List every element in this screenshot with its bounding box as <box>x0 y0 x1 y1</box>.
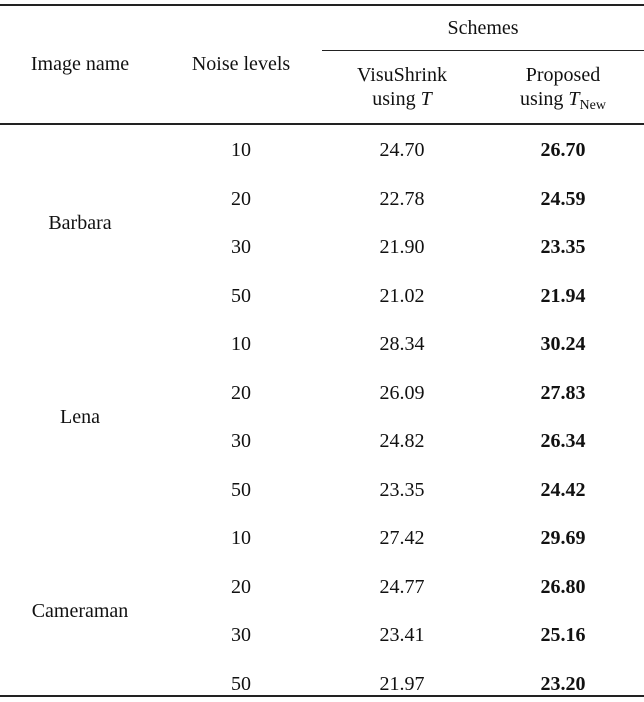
visushrink-value-cell: 28.34 <box>379 333 425 355</box>
visushrink-value-cell: 23.35 <box>379 479 425 501</box>
proposed-value-cell: 27.83 <box>540 382 586 404</box>
noise-level-cell: 10 <box>231 333 251 355</box>
header-proposed <box>482 63 644 118</box>
visushrink-value-cell: 24.82 <box>379 430 425 452</box>
header-image-name: Image name <box>30 53 130 75</box>
noise-level-cell: 50 <box>231 673 251 695</box>
table-top-rule <box>0 4 644 6</box>
proposed-value-cell: 29.69 <box>540 527 586 549</box>
noise-level-cell: 20 <box>231 188 251 210</box>
noise-level-cell: 20 <box>231 576 251 598</box>
header-proposed-line1: Proposed <box>525 64 601 86</box>
proposed-value-cell: 24.59 <box>540 188 586 210</box>
noise-level-cell: 30 <box>231 236 251 258</box>
visushrink-value-cell: 22.78 <box>379 188 425 210</box>
threshold-symbol-t: T <box>420 88 432 110</box>
visushrink-value-cell: 24.70 <box>379 139 425 161</box>
visushrink-value-cell: 26.09 <box>379 382 425 404</box>
noise-level-cell: 10 <box>231 139 251 161</box>
threshold-subscript-new: New <box>579 98 606 113</box>
visushrink-value-cell: 21.90 <box>379 236 425 258</box>
proposed-value-cell: 21.94 <box>540 285 586 307</box>
visushrink-value-cell: 23.41 <box>379 624 425 646</box>
proposed-value-cell: 26.34 <box>540 430 586 452</box>
header-proposed-line2: using $T_{New}$ <box>520 88 606 113</box>
noise-level-cell: 20 <box>231 382 251 404</box>
proposed-value-cell: 23.20 <box>540 673 586 695</box>
table-header-rule <box>0 123 644 125</box>
header-noise-levels: Noise levels <box>191 53 291 75</box>
noise-level-cell: 30 <box>231 430 251 452</box>
visushrink-value-cell: 24.77 <box>379 576 425 598</box>
noise-level-cell: 30 <box>231 624 251 646</box>
noise-level-cell: 10 <box>231 527 251 549</box>
image-name-cell: Cameraman <box>31 600 129 622</box>
proposed-value-cell: 30.24 <box>540 333 586 355</box>
noise-level-cell: 50 <box>231 479 251 501</box>
image-name-cell: Lena <box>60 406 100 428</box>
header-visushrink <box>322 63 482 111</box>
header-visushrink-line2: using T <box>372 88 432 110</box>
proposed-value-cell: 25.16 <box>540 624 586 646</box>
proposed-value-cell: 26.70 <box>540 139 586 161</box>
header-schemes: Schemes <box>447 17 519 39</box>
threshold-symbol-tnew: T <box>568 88 580 110</box>
noise-level-cell: 50 <box>231 285 251 307</box>
visushrink-value-cell: 21.02 <box>379 285 425 307</box>
proposed-value-cell: 26.80 <box>540 576 586 598</box>
schemes-underline <box>322 50 644 51</box>
visushrink-value-cell: 27.42 <box>379 527 425 549</box>
image-name-cell: Barbara <box>48 212 112 234</box>
proposed-value-cell: 24.42 <box>540 479 586 501</box>
visushrink-value-cell: 21.97 <box>379 673 425 695</box>
header-visushrink-line1: VisuShrink <box>357 64 447 86</box>
proposed-value-cell: 23.35 <box>540 236 586 258</box>
